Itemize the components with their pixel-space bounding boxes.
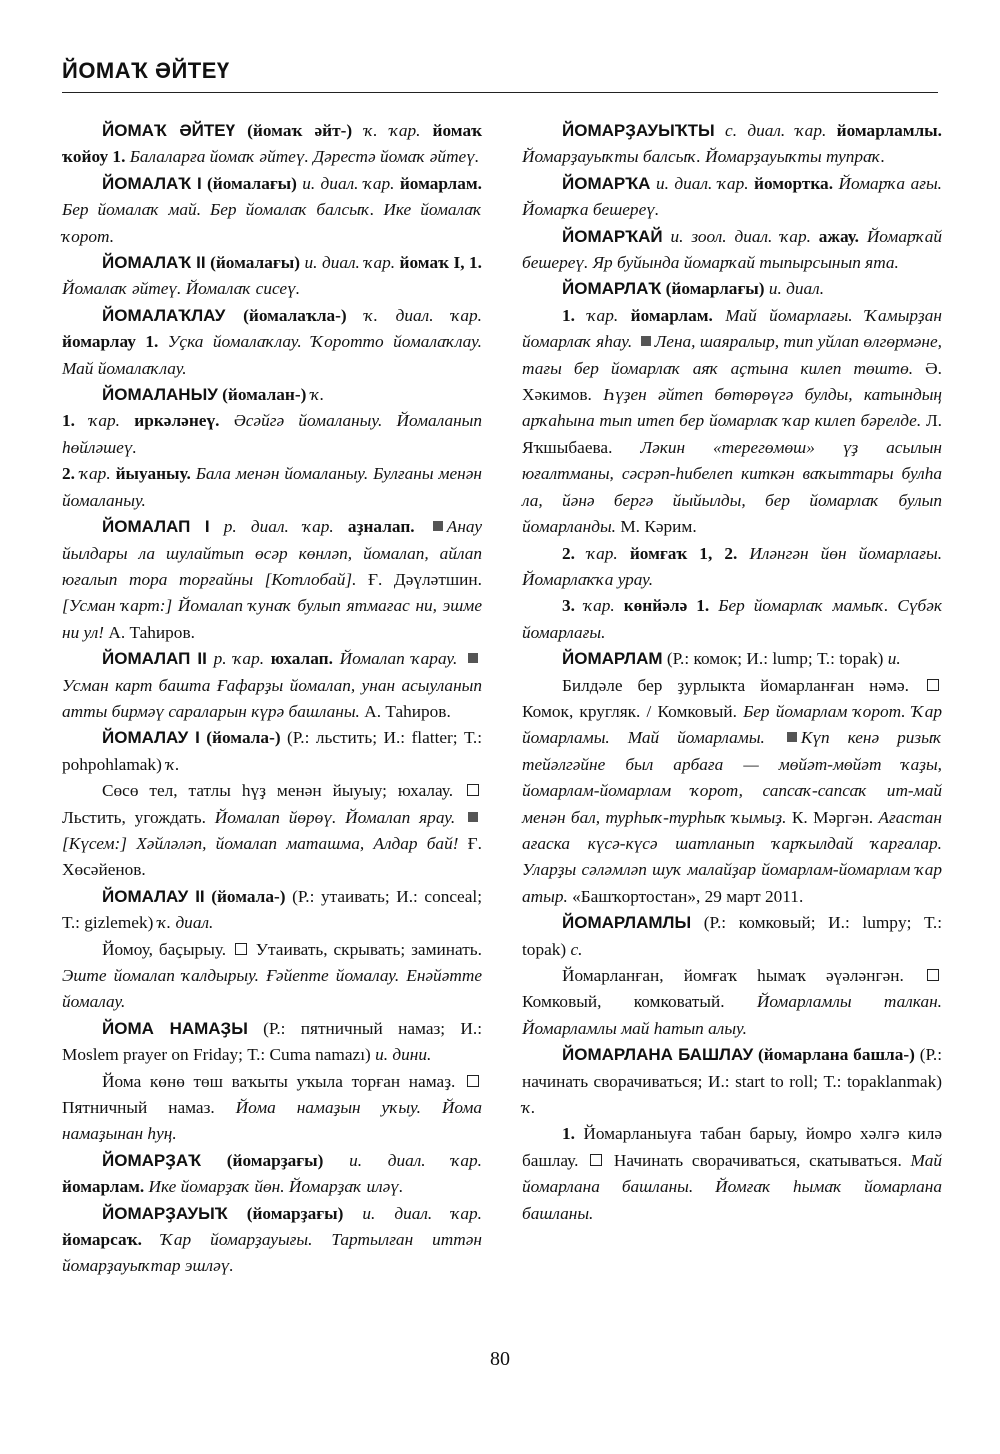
bold-text: йомарсаҡ. — [62, 1230, 161, 1250]
plain-text: Ғ. Хөсәйенов. — [62, 833, 482, 880]
italic-text: и. диал. ҡар. — [655, 173, 749, 193]
translation-marker-icon — [467, 1075, 479, 1087]
bold-text: йомарлам. — [62, 1177, 149, 1197]
italic-text: и. диал. ҡар. — [302, 173, 395, 193]
bold-text: йомортка. — [748, 173, 839, 193]
entry-paragraph — [62, 1069, 482, 1148]
italic-text: Уҫка йомалаҡлау. Ҡоротто йомалаҡлау. Май йомалаҡлау. — [62, 332, 483, 378]
bold-text: йомғаҡ 1, 2. — [617, 543, 750, 563]
italic-text: Йомалаҡ әйтеү. Йомалаҡ сисеү. — [62, 279, 301, 299]
italic-text: и. дини. — [375, 1045, 432, 1065]
bold-text: (йомалағы) — [201, 173, 303, 193]
entry-paragraph — [62, 171, 482, 250]
italic-text: ҡ. диал. ҡар. — [364, 305, 483, 325]
entry-paragraph — [62, 461, 482, 514]
plain-text — [210, 517, 224, 536]
headword: ЙОМАЛАУ II — [102, 886, 205, 906]
italic-text: ҡар. — [583, 596, 615, 616]
italic-text: Ләкин «терегөмөш» үҙ асылын юғалтманы, сәсрәп-һибелеп киткән ваҡыттары булһа ла, йәнә бергә йыйылды, бер йомарлаҡ булып йомарланды. — [522, 437, 942, 537]
bold-text: (йомаҡ әйт-) — [235, 121, 365, 140]
bold-text: 2. — [562, 543, 588, 563]
headword: ЙОМАЛАП II — [102, 649, 207, 669]
entry-paragraph — [522, 673, 942, 911]
entry-paragraph — [522, 910, 942, 963]
translation-marker-icon — [235, 943, 247, 955]
bold-text: (йомарҙағы) — [201, 1150, 350, 1170]
entry-paragraph — [62, 382, 482, 408]
italic-text: Йомарҡай бешереү. Яр буйында йомарҡай тыпырсынып ята. — [522, 226, 942, 273]
entry-paragraph — [62, 514, 482, 646]
entry-paragraph — [522, 1042, 942, 1121]
plain-text: Йома көнө төш ваҡыты уҡыла торған намаҙ. — [102, 1071, 464, 1091]
italic-text: ҡ. — [166, 754, 180, 774]
bold-text: иркәләнеү. — [119, 411, 234, 431]
headword: ЙОМАРҠАЙ — [562, 226, 663, 246]
entry-paragraph — [522, 171, 942, 224]
bold-text: йыуаныу. — [110, 464, 196, 484]
entry-paragraph — [62, 1148, 482, 1201]
entry-paragraph — [522, 963, 942, 1042]
bold-text: көнйәлә 1. — [614, 596, 719, 616]
bold-text: йомарлам. — [618, 305, 726, 325]
bold-text: (йомалаҡла-) — [225, 305, 365, 325]
italic-text: и. диал. ҡар. — [304, 253, 396, 273]
entry-paragraph — [522, 276, 942, 302]
bold-text: 2. — [62, 464, 80, 484]
italic-text: ҡар. — [587, 305, 619, 325]
plain-text: Йомарланған, йомғаҡ һымаҡ әүәләнгән. — [562, 966, 924, 985]
bold-text: йомарламлы. — [826, 121, 942, 140]
entry-paragraph — [62, 408, 482, 461]
example-marker-icon — [641, 336, 651, 346]
plain-text: Билдәле бер ҙурлыкта йомарланған нәмә. — [562, 675, 924, 695]
bold-text: ажау. — [810, 226, 867, 246]
italic-text: Йомарҙауыҡты балсыҡ. Йомарҙауыҡты тупраҡ. — [522, 147, 886, 167]
entry-paragraph — [62, 884, 482, 937]
headword: ЙОМАРҠА — [562, 173, 651, 193]
translation-marker-icon — [927, 679, 939, 691]
headword: ЙОМАЛАҠ II — [102, 253, 206, 273]
headword: ЙОМАРҘАУЫҠ — [102, 1203, 228, 1223]
italic-text: Лена, шаяралыр, тип уйлап өлгөрмәне, тағы бер йомарлаҡ аяҡ аҫтына килеп төштө. — [522, 332, 943, 378]
headword: ЙОМАРЛАМ — [562, 649, 663, 669]
italic-text: ҡ. — [522, 1098, 536, 1118]
italic-text: ҡ. диал. — [157, 913, 214, 933]
italic-text: Эште йомалап ҡалдырыу. Ғәйепте йомалау. Енәйәтте йомалау. — [62, 966, 482, 1012]
plain-text: А. Таһиров. — [359, 701, 451, 721]
bold-text: йомаҡ I, 1. — [395, 253, 482, 273]
bold-text: 1. — [562, 305, 588, 325]
italic-text: Усман карт башта Ғафарҙы йомалап, унан асыуланып атты бирмәү сараларын күрә башланы. — [62, 675, 482, 721]
italic-text: р. ҡар. — [213, 649, 265, 669]
bold-text: йомаҡ ҡойоу 1. — [62, 121, 482, 167]
italic-text: с. — [570, 939, 583, 959]
headword: ЙОМАРЛАМЛЫ — [562, 913, 692, 933]
headword: ЙОМАРЛАНА БАШЛАУ — [562, 1045, 754, 1065]
headword: ЙОМАЛАП I — [102, 517, 210, 537]
entry-paragraph — [522, 646, 942, 672]
italic-text: Бер йомарлаҡ мамыҡ. Сүбәк йомарлағы. — [522, 596, 943, 642]
page-number: 80 — [490, 1348, 510, 1370]
italic-text: Йомарламлы талкан. Йомарламлы май һатып алыу. — [522, 992, 942, 1038]
example-marker-icon — [468, 653, 478, 663]
italic-text: Ҡар йомарҙауығы. Тартылған иттән йомарҙауыҡтар эшләү. — [62, 1230, 483, 1276]
plain-text — [715, 121, 725, 140]
headword: ЙОМАЛАҠ I — [102, 173, 202, 193]
plain-text: (Р.: утаивать; И.: conceal; Т.: gizlemek) — [62, 886, 482, 933]
plain-text: А. Таһиров. — [104, 622, 195, 642]
italic-text: и. диал. ҡар. — [362, 1203, 482, 1223]
italic-text: Йома намаҙын уҡыу. Йома намаҙынан һуң. — [62, 1098, 482, 1144]
right-column — [522, 118, 942, 1227]
italic-text: и. — [887, 649, 901, 669]
italic-text: Һүҙен әйтеп бөтөрөүгә булды, катындың арҡаһына тып итеп бер йомарлаҡ ҡар килеп бәрелде. — [522, 385, 942, 431]
bold-text: 3. — [562, 596, 584, 616]
left-column — [62, 118, 482, 1280]
plain-text — [663, 227, 671, 246]
headword: ЙОМА НАМАҘЫ — [102, 1018, 248, 1038]
plain-text: Йомарланыуға табан барыу, йомро хәлгә килә башлау. — [522, 1124, 942, 1170]
headword: ЙОМАҠ ӘЙТЕҮ — [102, 121, 236, 140]
entry-paragraph — [522, 303, 942, 541]
plain-text: (Р.: начинать сворачиваться; И.: start to roll; Т.: topaklanmak) — [522, 1045, 943, 1091]
italic-text: ҡар. — [587, 543, 618, 563]
plain-text: Утаивать, скрывать; заминать. — [249, 939, 482, 959]
entry-paragraph — [62, 118, 482, 171]
italic-text: Бала менән йомаланыу. Булғаны менән йомаланыу. — [62, 464, 483, 510]
italic-text: Балаларға йомаҡ әйтеү. Дәрестә йомаҡ әйтеү. — [129, 147, 480, 167]
bold-text: (йомалан-) — [217, 385, 311, 405]
headword: ЙОМАРЛАҠ — [562, 279, 662, 299]
italic-text: ҡар. — [89, 411, 120, 431]
italic-text: ҡ. — [310, 385, 325, 405]
entry-paragraph — [522, 541, 942, 594]
bold-text: (йомала-) — [204, 886, 293, 906]
bold-text: (йомала-) — [199, 728, 288, 748]
headword: ЙОМАРҘАҠ — [102, 1150, 202, 1170]
italic-text: р. диал. ҡар. — [223, 517, 334, 537]
example-marker-icon — [468, 812, 478, 822]
headword: ЙОМАЛАНЫУ — [102, 385, 218, 405]
bold-text: йомарлау 1. — [62, 332, 168, 352]
italic-text: Йомалап йөрөү. Йомалап ярау. — [214, 807, 464, 827]
plain-text: Комок, кругляк. / Комковый. — [522, 701, 744, 721]
italic-text: ҡ. ҡар. — [364, 121, 421, 140]
plain-text: (Р.: комок; И.: lump; Т.: topak) — [662, 649, 888, 669]
italic-text: Йомарҡа ағы. Йомарҡа бешереү. — [522, 173, 942, 220]
entry-paragraph — [62, 937, 482, 1016]
headword: ЙОМАЛАУ I — [102, 728, 200, 748]
plain-text: Льстить, угождать. — [62, 807, 215, 827]
italic-text: Йомалап ҡарау. — [339, 649, 464, 669]
italic-text: Иләнгән йөн йомарлағы. Йомарлаҡҡа урау. — [522, 543, 943, 589]
example-marker-icon — [433, 521, 443, 531]
bold-text: аҙналап. — [333, 517, 429, 537]
entry-paragraph — [62, 1201, 482, 1280]
entry-paragraph — [62, 725, 482, 778]
plain-text: (Р.: льстить; И.: flatter; Т.: pohpohlamak) — [62, 728, 483, 774]
bold-text: йомарлам. — [394, 173, 482, 193]
italic-text: Бер йомалаҡ май. Бер йомалаҡ балсыҡ. Ике йомалаҡ ҡорот. — [62, 200, 482, 246]
italic-text: Әсәйгә йомаланыу. Йомаланып һөйләшеү. — [62, 411, 482, 457]
italic-text: Ағастан ағаска күсә-күсә шатланып ҡарҡылдай ҡарғалар. Уларҙы сәләмләп шуҡ малайҙар йомарлам-йомарлам ҡар атыр. — [522, 807, 942, 906]
plain-text: Йомоу, баҫырыу. — [102, 939, 232, 959]
italic-text: Ике йомарҙаҡ йөн. Йомарҙаҡ иләү. — [148, 1177, 404, 1197]
plain-text: Сөсө тел, татлы һүҙ менән йыуыу; юхалау. — [102, 781, 464, 801]
plain-text — [207, 649, 214, 668]
italic-text: Май йомарлана башланы. Йомғаҡ һымаҡ йомарлана башланы. — [522, 1150, 942, 1223]
plain-text: Пятничный намаз. — [62, 1098, 236, 1118]
headword: ЙОМАРҘАУЫҠТЫ — [562, 121, 715, 140]
running-head: ЙОМАҠ ӘЙТЕҮ — [62, 58, 230, 83]
italic-text: и. диал. — [768, 279, 825, 299]
plain-text: «Башҡортостан», 29 март 2011. — [567, 886, 804, 906]
translation-marker-icon — [590, 1154, 602, 1166]
translation-marker-icon — [467, 784, 479, 796]
entry-paragraph — [62, 646, 482, 725]
example-marker-icon — [787, 732, 797, 742]
bold-text: (йомарҙағы) — [227, 1203, 363, 1223]
plain-text: Ғ. Дәүләтшин. — [356, 569, 482, 589]
entry-paragraph — [62, 250, 482, 303]
italic-text: Май йомарлағы. Ҡамырҙан йомарлаҡ яһау. — [522, 305, 943, 352]
italic-text: и. диал. ҡар. — [349, 1150, 482, 1170]
headword: ЙОМАЛАҠЛАУ — [102, 305, 226, 325]
bold-text: (йомарлағы) — [661, 279, 769, 299]
plain-text: М. Кәрим. — [616, 517, 697, 537]
entry-paragraph — [522, 224, 942, 277]
italic-text: Бер йомарлам ҡорот. Ҡар йомарламы. Май йомарламы. — [522, 701, 943, 748]
italic-text: [Күсем:] Хәйләләп, йомалап маташма, Алдар бай! — [62, 833, 459, 853]
plain-text: Комковый, комковатый. — [522, 992, 757, 1012]
italic-text: ҡар. — [79, 464, 111, 484]
plain-text: Л. Яҡшыбаева. — [522, 411, 942, 457]
bold-text: 1. — [62, 411, 90, 431]
plain-text: Начинать сворачиваться, скатываться. — [605, 1150, 911, 1170]
entry-paragraph — [522, 593, 942, 646]
plain-text: (Р.: пятничный намаз; И.: Moslem prayer on Friday; Т.: Cuma namazı) — [62, 1018, 482, 1065]
italic-text: Анау йылдары ла шулайтып өсәр көнләп, йомалап, айлап юғалып тора торғайны [Котлобай]. — [62, 517, 482, 589]
italic-text: и. зоол. диал. ҡар. — [670, 226, 811, 246]
italic-text: [Усман ҡарт:] Йомалап ҡунаҡ булып ятмағас ни, эшме ни ул! — [62, 596, 482, 642]
entry-paragraph — [62, 303, 482, 382]
entry-paragraph — [62, 778, 482, 884]
bold-text: 1. — [562, 1124, 584, 1144]
italic-text: Күп кенә ризыҡ тейәлгәйне был арбаға — мөйәт-мөйәт ҡаҙы, йомарлам-йомарлам ҡорот, сапсаҡ-сапсаҡ ит-май менән бал, турһыҡ-турһыҡ ҡымыҙ. — [522, 728, 942, 827]
entry-paragraph — [62, 1016, 482, 1069]
translation-marker-icon — [927, 969, 939, 981]
bold-text: (йомарлана башла-) — [753, 1045, 920, 1065]
entry-paragraph — [522, 1121, 942, 1227]
header-rule — [62, 92, 938, 93]
italic-text: с. диал. ҡар. — [725, 121, 827, 140]
bold-text: (йомалағы) — [205, 253, 305, 273]
entry-paragraph — [522, 118, 942, 171]
bold-text: юхалап. — [264, 649, 340, 669]
plain-text: (Р.: комковый; И.: lumpy; Т.: topak) — [522, 913, 942, 959]
plain-text: Ә. Хәкимов. — [522, 358, 942, 405]
plain-text: К. Мәргән. — [786, 807, 879, 827]
